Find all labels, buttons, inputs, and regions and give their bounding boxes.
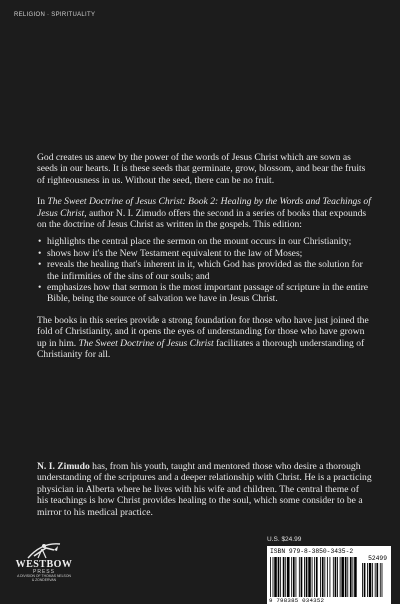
barcode-bar <box>273 557 274 597</box>
barcode-bar <box>280 557 281 597</box>
barcode-bar <box>301 557 303 597</box>
barcode-bar <box>306 557 308 597</box>
barcode-bar <box>293 557 295 597</box>
bullet-item: • reveals the healing that's inherent in it, which God has provided as the solution for the infirmities of the sins of our souls; and <box>37 259 372 282</box>
book-title: The Sweet Doctrine of Jesus Christ: Book 2: Healing by the Words and Teachings of Jesus Christ <box>37 196 371 219</box>
series-suffix: facilitates a thorough understanding of Christianity for all. <box>37 337 365 361</box>
series-text: The books in this series provide a strong foundation for those who have just joined the fold of Christianity, and it opens the eyes of understanding for those who have grown up in him. <box>37 314 369 349</box>
publisher-press: PRESS <box>33 569 55 575</box>
publisher-logo <box>8 538 80 586</box>
bullet-item: • shows how it's the New Testament equivalent to the law of Moses; <box>37 248 372 259</box>
back-cover-copy <box>37 152 372 371</box>
barcode-bar <box>270 557 271 597</box>
barcode-bar <box>285 557 286 597</box>
genre-label: RELIGION · SPIRITUALITY <box>14 12 96 18</box>
series-paragraph <box>37 315 372 361</box>
barcode-bar <box>327 557 328 597</box>
barcode-bar <box>283 557 285 597</box>
edition-bullets <box>37 236 372 304</box>
barcode-bar <box>352 557 353 597</box>
barcode-bar <box>335 557 337 597</box>
price-label: U.S. $24.99 <box>267 536 302 543</box>
barcode-bar <box>341 557 344 597</box>
author-name: N. I. Zimudo <box>37 461 90 472</box>
barcode-bars <box>270 557 358 597</box>
ean-digits: 9 798385 034352 <box>269 597 325 604</box>
barcode-bar <box>382 563 383 597</box>
barcode-bar <box>314 557 315 597</box>
barcode-bar <box>312 557 313 597</box>
barcode-bar <box>330 557 331 597</box>
barcode-bar <box>345 557 347 597</box>
description-prefix: In <box>37 196 48 208</box>
bio-paragraph <box>37 461 372 518</box>
barcode-bar <box>380 563 381 597</box>
barcode-bar <box>299 557 300 597</box>
series-title: The Sweet Doctrine of Jesus Christ <box>78 337 214 349</box>
bullet-item: • emphasizes how that sermon is the most important passage of scripture in the entire Bible, being the source of salvation we have in Jesus Christ. <box>37 282 372 305</box>
barcode-bar <box>337 557 338 597</box>
barcode-bar <box>308 557 311 597</box>
barcode-bar <box>354 557 357 597</box>
intro-paragraph: God creates us anew by the power of the words of Jesus Christ which are sown as seeds in our hearts. It is these seeds that germinate, grow, blossom, and bear the fruits of righteousness in us. Without the seed, there can be no fruit. <box>37 152 366 186</box>
barcode-bar <box>333 557 334 597</box>
barcode-bar <box>364 563 366 597</box>
description-paragraph <box>37 196 372 230</box>
barcode-bar <box>324 557 325 597</box>
addon-bars <box>362 563 388 597</box>
barcode-bar <box>367 563 368 597</box>
barcode-bar <box>291 557 292 597</box>
barcode-bar <box>362 563 363 597</box>
publisher-name: WESTBOW <box>15 559 73 570</box>
author-bio <box>37 461 372 518</box>
barcode-bar <box>316 557 318 597</box>
bullet-item: • highlights the central place the sermon on the mount occurs in our Christianity; <box>37 236 372 247</box>
publisher-tagline-2: & ZONDERVAN <box>31 578 57 582</box>
bio-text: has, from his youth, taught and mentored those who desire a thorough understanding of the scriptures and a deeper relationship with Christ. He is a practicing physician in Alberta where he lives with his wife and children. The central theme of his teachings is how Christ provides healing to the soul, which some consider to be a mirror to his medical practice. <box>37 461 372 518</box>
description-suffix: , author N. I. Zimudo offers the second in a series of books that expounds on the doctrine of Jesus Christ as written in the gospels. This edition: <box>37 207 367 231</box>
barcode-bar <box>376 563 378 597</box>
barcode-bar <box>278 557 280 597</box>
barcode-bar <box>347 557 348 597</box>
barcode-bar <box>369 563 372 597</box>
barcode-bar <box>340 557 341 597</box>
barcode-bar <box>274 557 277 597</box>
price-code: 52499 <box>368 555 387 562</box>
barcode-bar <box>296 557 297 597</box>
barcode-bar <box>304 557 305 597</box>
barcode-bar <box>287 557 290 597</box>
barcode-bar <box>322 557 324 597</box>
barcode-bar <box>320 557 321 597</box>
isbn-barcode <box>267 546 391 604</box>
barcode-bar <box>375 563 376 597</box>
isbn-text: ISBN 979-8-3850-3435-2 <box>270 548 354 555</box>
barcode-block <box>267 536 395 604</box>
barcode-bar <box>350 557 352 597</box>
publisher-tagline: A DIVISION OF THOMAS NELSON <box>17 574 71 578</box>
barcode-bar <box>372 563 373 597</box>
